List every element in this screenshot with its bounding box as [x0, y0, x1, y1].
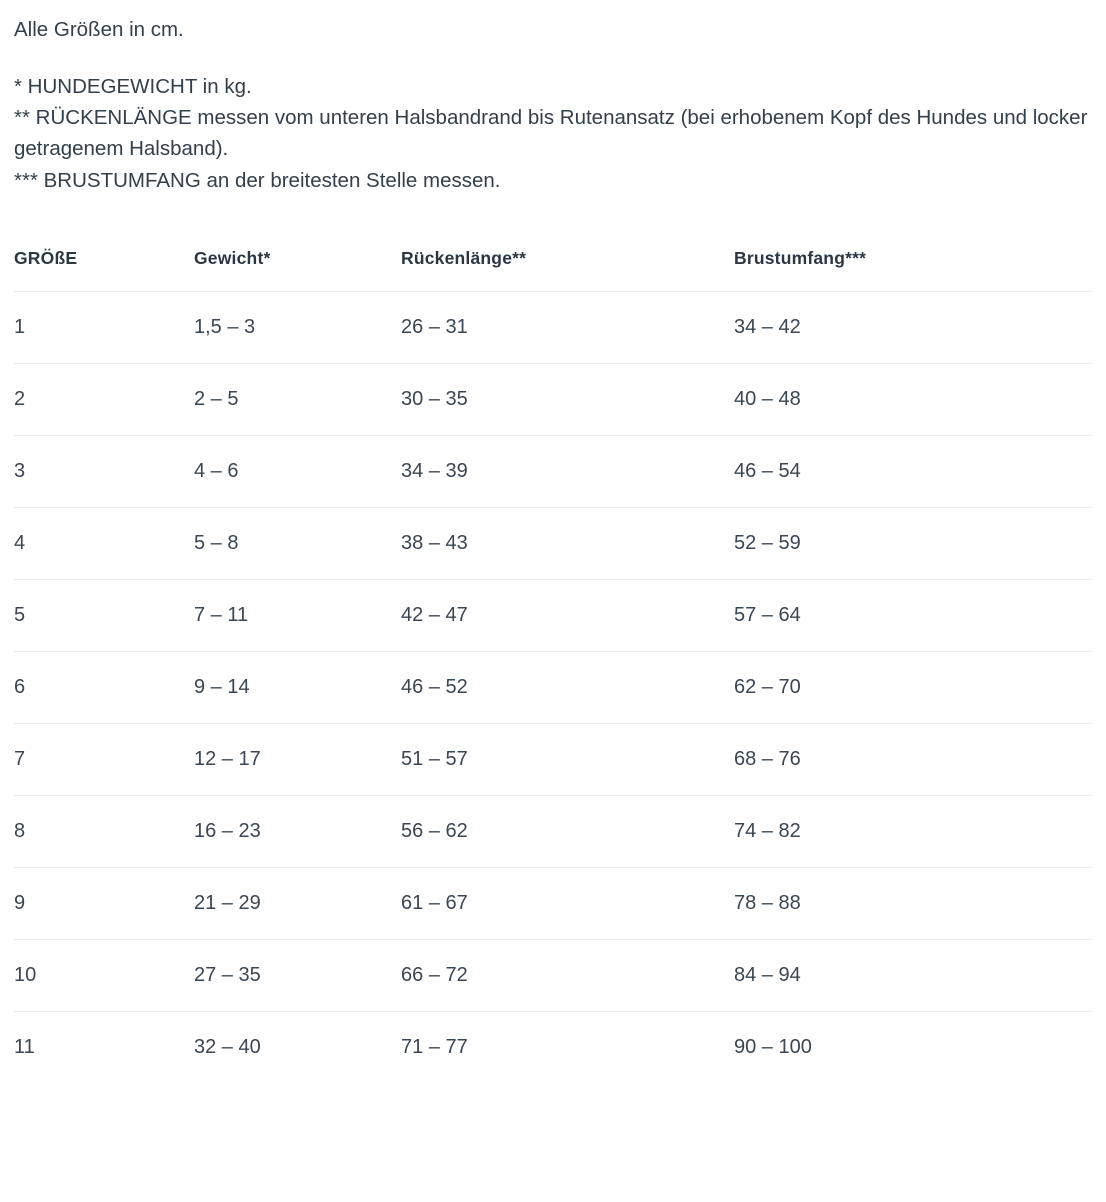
cell-chest-girth: 46 – 54: [734, 435, 1092, 507]
cell-size: 4: [14, 507, 194, 579]
note-back-length: ** RÜCKENLÄNGE messen vom unteren Halsbandrand bis Rutenansatz (bei erhobenem Kopf des Hundes und locker getragenem Halsband).: [14, 106, 1088, 161]
cell-back-length: 56 – 62: [401, 795, 734, 867]
cell-size: 11: [14, 1011, 194, 1083]
cell-chest-girth: 52 – 59: [734, 507, 1092, 579]
table-row: [14, 723, 1092, 795]
note-chest-girth: *** BRUSTUMFANG an der breitesten Stelle messen.: [14, 168, 501, 192]
column-header-weight: Gewicht*: [194, 247, 271, 268]
cell-chest-girth: 90 – 100: [734, 1011, 1092, 1083]
size-table-wrapper: [14, 248, 1092, 1083]
cell-size: 10: [14, 939, 194, 1011]
cell-size: 6: [14, 651, 194, 723]
cell-chest-girth: 34 – 42: [734, 291, 1092, 363]
cell-weight: 16 – 23: [194, 795, 401, 867]
column-header-size: GRÖßE: [14, 247, 78, 268]
table-row: [14, 363, 1092, 435]
cell-size: 7: [14, 723, 194, 795]
cell-size: 1: [14, 291, 194, 363]
cell-size: 3: [14, 435, 194, 507]
cell-size: 5: [14, 579, 194, 651]
cell-back-length: 38 – 43: [401, 507, 734, 579]
table-row: [14, 651, 1092, 723]
table-row: [14, 507, 1092, 579]
cell-back-length: 46 – 52: [401, 651, 734, 723]
column-header-back-length: Rückenlänge**: [401, 247, 527, 268]
cell-back-length: 30 – 35: [401, 363, 734, 435]
cell-back-length: 51 – 57: [401, 723, 734, 795]
cell-back-length: 66 – 72: [401, 939, 734, 1011]
cell-size: 8: [14, 795, 194, 867]
cell-weight: 7 – 11: [194, 579, 401, 651]
cell-back-length: 71 – 77: [401, 1011, 734, 1083]
table-row: [14, 867, 1092, 939]
cell-weight: 27 – 35: [194, 939, 401, 1011]
cell-weight: 32 – 40: [194, 1011, 401, 1083]
table-row: [14, 939, 1092, 1011]
measurement-notes: [14, 71, 1092, 196]
table-row: [14, 579, 1092, 651]
cell-size: 9: [14, 867, 194, 939]
cell-weight: 4 – 6: [194, 435, 401, 507]
table-row: [14, 291, 1092, 363]
table-body: [14, 291, 1092, 1083]
cell-weight: 2 – 5: [194, 363, 401, 435]
cell-chest-girth: 57 – 64: [734, 579, 1092, 651]
cell-chest-girth: 40 – 48: [734, 363, 1092, 435]
cell-size: 2: [14, 363, 194, 435]
cell-chest-girth: 68 – 76: [734, 723, 1092, 795]
table-header-row: [14, 248, 1092, 292]
column-header-chest-girth: Brustumfang***: [734, 247, 867, 268]
table-row: [14, 1011, 1092, 1083]
units-note: Alle Größen in cm.: [14, 18, 184, 41]
cell-chest-girth: 62 – 70: [734, 651, 1092, 723]
cell-weight: 21 – 29: [194, 867, 401, 939]
cell-chest-girth: 84 – 94: [734, 939, 1092, 1011]
cell-chest-girth: 78 – 88: [734, 867, 1092, 939]
table-header: [14, 248, 1092, 292]
size-table: [14, 248, 1092, 1083]
cell-back-length: 42 – 47: [401, 579, 734, 651]
intro-section: [14, 0, 1092, 196]
cell-weight: 9 – 14: [194, 651, 401, 723]
cell-back-length: 61 – 67: [401, 867, 734, 939]
table-row: [14, 795, 1092, 867]
cell-chest-girth: 74 – 82: [734, 795, 1092, 867]
cell-back-length: 26 – 31: [401, 291, 734, 363]
table-row: [14, 435, 1092, 507]
cell-back-length: 34 – 39: [401, 435, 734, 507]
note-weight: * HUNDEGEWICHT in kg.: [14, 75, 252, 99]
cell-weight: 5 – 8: [194, 507, 401, 579]
cell-weight: 1,5 – 3: [194, 291, 401, 363]
cell-weight: 12 – 17: [194, 723, 401, 795]
